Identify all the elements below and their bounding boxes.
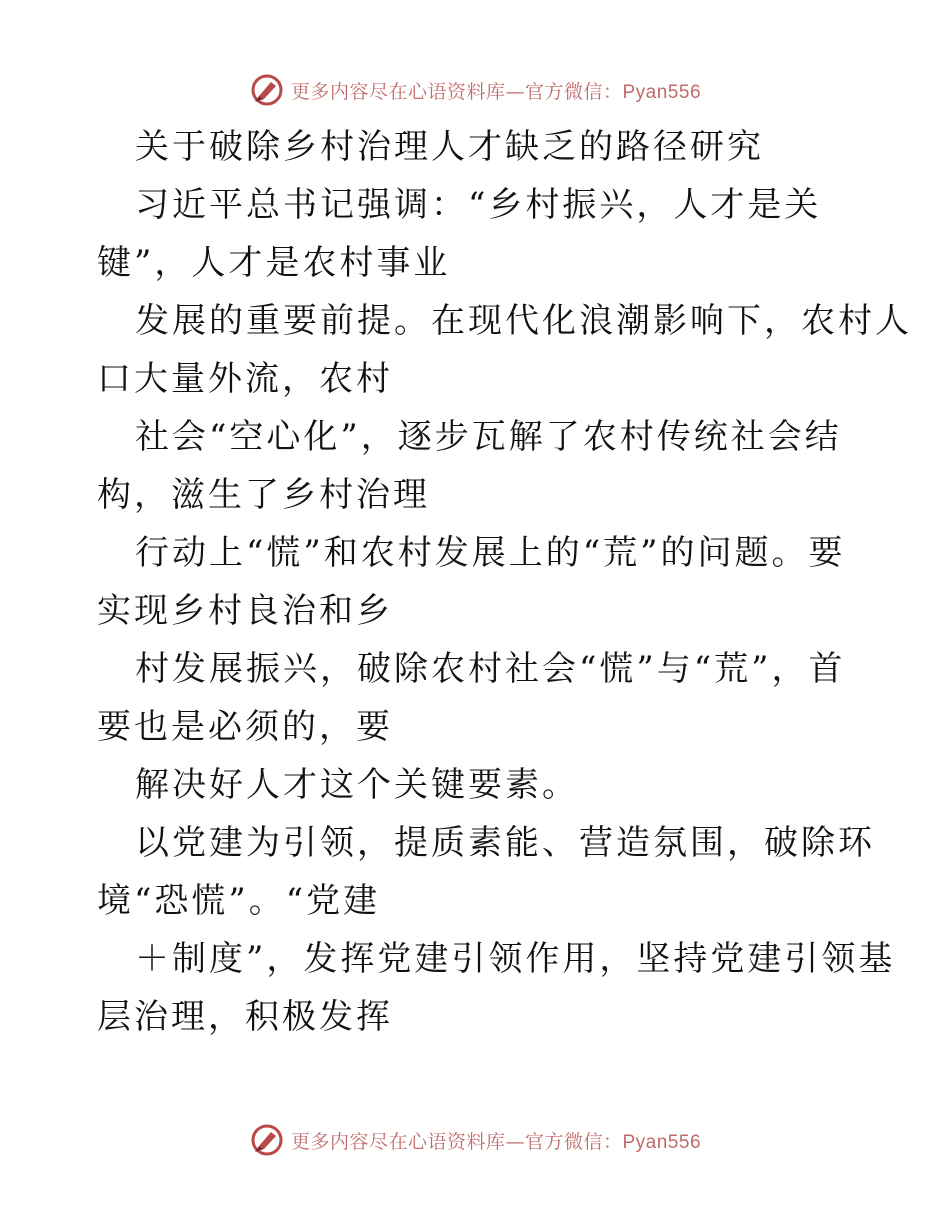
- paragraph-line: 解决好人才这个关键要素。: [135, 765, 579, 805]
- footer-banner-id: Pyan556: [622, 1131, 702, 1153]
- paragraph-line: 口大量外流，农村: [97, 359, 393, 399]
- paragraph-line: 构，滋生了乡村治理: [97, 475, 430, 515]
- paragraph-line: 层治理，积极发挥: [97, 997, 393, 1037]
- paragraph-line: 村发展振兴，破除农村社会“慌”与“荒”，首: [135, 649, 846, 689]
- footer-banner: [0, 1120, 950, 1160]
- header-banner-id: Pyan556: [622, 81, 702, 103]
- paragraph-line: 实现乡村良治和乡: [97, 591, 393, 631]
- paragraph-line: 要也是必须的，要: [97, 707, 393, 747]
- footer-banner-text: [291, 1127, 701, 1154]
- paragraph-line: 以党建为引领，提质素能、营造氛围，破除环: [135, 823, 875, 863]
- paragraph-line: 行动上“慌”和农村发展上的“荒”的问题。要: [135, 533, 846, 573]
- document-title: 关于破除乡村治理人才缺乏的路径研究: [135, 127, 764, 167]
- pen-nib-logo-icon: [249, 72, 285, 108]
- header-banner: [0, 70, 950, 110]
- header-banner-text: [291, 77, 701, 104]
- paragraph-line: 境“恐慌”。“党建: [97, 881, 381, 921]
- header-banner-label: 更多内容尽在心语资料库—官方微信：: [290, 80, 623, 103]
- footer-banner-label: 更多内容尽在心语资料库—官方微信：: [290, 1130, 623, 1153]
- paragraph-line: 社会“空心化”，逐步瓦解了农村传统社会结: [135, 417, 842, 457]
- document-body: [97, 118, 912, 1046]
- paragraph-line: 发展的重要前提。在现代化浪潮影响下，农村人: [135, 301, 912, 341]
- paragraph-line: ＋制度”，发挥党建引领作用，坚持党建引领基: [135, 939, 896, 979]
- paragraph-line: 习近平总书记强调：“乡村振兴，人才是关: [135, 185, 822, 225]
- pen-nib-logo-icon: [249, 1122, 285, 1158]
- paragraph-line: 键”，人才是农村事业: [97, 243, 451, 283]
